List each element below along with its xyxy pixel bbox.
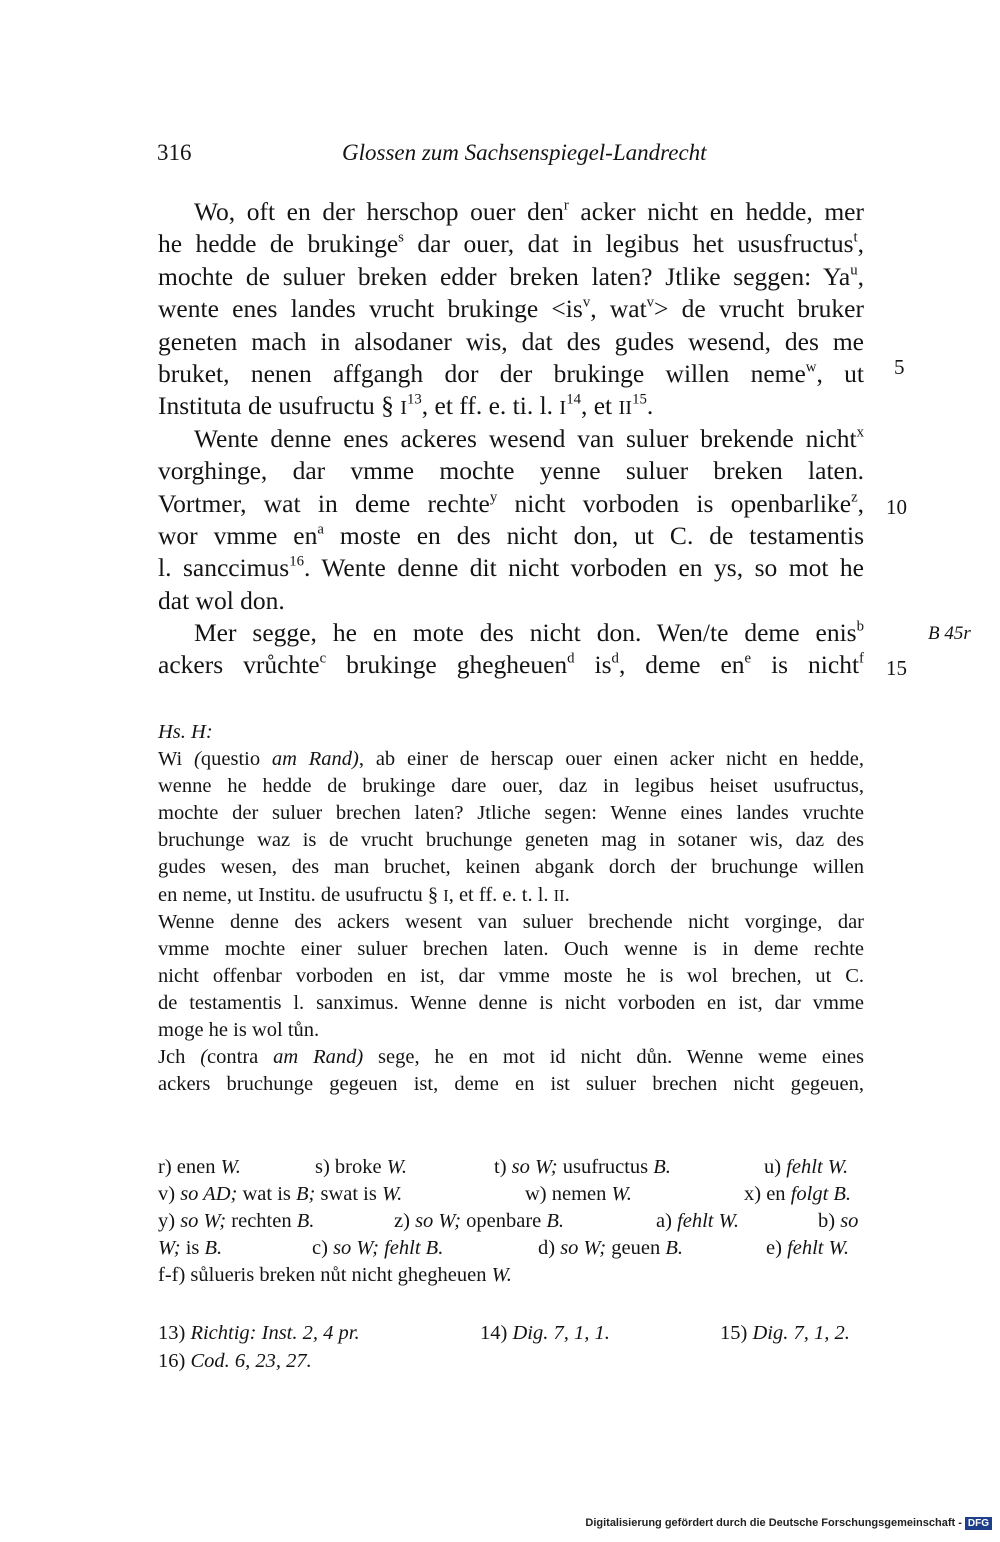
line-number: 10	[886, 495, 907, 519]
apparatus-note: c) so W; fehlt B.	[312, 1237, 444, 1259]
apparatus-note: w) nemen W.	[525, 1183, 632, 1205]
source-note: 15) Dig. 7, 1, 2.	[720, 1322, 850, 1344]
apparatus-note: z) so W; openbare B.	[394, 1210, 565, 1232]
apparatus-note: r) enen W.	[158, 1156, 241, 1178]
line-number: 5	[894, 355, 905, 379]
text-line: mochte der suluer brechen laten? Jtliche segen: Wenne eines landes vruchte	[158, 802, 864, 825]
manuscript-heading: Hs. H:	[158, 721, 213, 743]
text-line: mochte de suluer breken edder breken laten? Jtlike seggen: Ya$^u$,	[158, 261, 864, 291]
text-line: Wo, oft en der herschop ouer den$^r$ acker nicht en hedde, mer	[194, 197, 864, 226]
margin-note: B 45r	[928, 623, 971, 644]
text-line: de testamentis l. sanximus. Wenne denne is nicht vorboden en ist, dar vmme	[158, 991, 864, 1014]
digitization-credit: Digitalisierung gefördert durch die Deutsche Forschungsgemeinschaft - DFG	[585, 1517, 992, 1530]
text-line: Wente denne enes ackeres wesend van suluer brekende nicht$^x$	[194, 423, 864, 453]
apparatus-note: u) fehlt W.	[764, 1156, 849, 1178]
main-text	[158, 196, 864, 682]
text-line: Jch (contra am Rand) sege, he en mot id nicht důn. Wenne weme eines	[158, 1046, 864, 1069]
text-line: ackers bruchunge gegeuen ist, deme en ist suluer brechen nicht gegeuen,	[158, 1073, 864, 1096]
text-line: geneten mach in alsodaner wis, dat des gudes wesend, des me	[158, 326, 864, 356]
apparatus-note: t) so W; usufructus B.	[494, 1156, 671, 1178]
text-line: bruket, nenen affgangh dor der brukinge willen neme$^w$, ut	[158, 358, 864, 388]
dfg-logo: DFG	[965, 1517, 992, 1530]
text-line: Wi (questio am Rand), ab einer de herscap ouer einen acker nicht en hedde,	[158, 748, 864, 771]
apparatus-note: e) fehlt W.	[766, 1237, 849, 1259]
text-line: wor vmme $en^a$ moste en des nicht don, ut C. de testamentis	[158, 520, 864, 550]
text-line: gudes wesen, des man bruchet, keinen abgank dorch der bruchunge willen	[158, 856, 864, 879]
text-line: Instituta de usufructu § $I^{13}$, et ff. e. ti. l. $I^{14}$, et II$^{15}$.	[158, 391, 654, 421]
apparatus-note: b) so	[818, 1210, 859, 1232]
text-line: Mer segge, he en mote des nicht don. Wen/te deme enis$^b$	[194, 618, 864, 648]
text-line: Vortmer, wat in deme rechte$^y$ nicht vorboden is openbarlike$^z$,	[158, 488, 865, 518]
text-line: he hedde de brukinge$^s$ dar ouer, dat in legibus het ususfructus$^t$,	[158, 229, 864, 259]
text-line: vorghinge, dar vmme mochte yenne suluer breken laten.	[158, 456, 864, 486]
source-note: 13) Richtig: Inst. 2, 4 pr.	[158, 1322, 360, 1344]
text-line: bruchunge waz is de vrucht bruchunge geneten mag in sotaner wis, daz des	[158, 829, 864, 852]
manuscript-h-text	[158, 719, 864, 1098]
text-line: ackers vrůchte$^c$ brukinge ghegheuen$^d$ $is^d$, deme $en^e$ is nicht$^f$	[158, 650, 864, 680]
source-note: 14) Dig. 7, 1, 1.	[480, 1322, 610, 1344]
apparatus-note: y) so W; rechten B.	[158, 1210, 315, 1232]
apparatus-note: v) so AD; wat is B; swat is W.	[158, 1183, 403, 1205]
apparatus-note: s) broke W.	[315, 1156, 408, 1178]
text-line: wente enes landes vrucht brukinge $<is^v$, wat$^v$> de vrucht bruker	[158, 294, 864, 324]
text-line: vmme mochte einer suluer brechen laten. Ouch wenne is in deme rechte	[158, 937, 864, 960]
text-line: l. sanccimus$^{16}$. Wente denne dit nicht vorboden en ys, so mot he	[158, 553, 864, 583]
text-line: moge he is wol tůn.	[158, 1019, 320, 1042]
text-line: wenne he hedde de brukinge dare ouer, daz in legibus heiset usufructus,	[158, 775, 864, 798]
text-line: nicht offenbar vorboden en ist, dar vmme moste he is wol brechen, ut C.	[158, 964, 864, 987]
apparatus-note: f-f) sůlueris breken nůt nicht ghegheuen W.	[158, 1264, 512, 1286]
apparatus-note: a) fehlt W.	[656, 1210, 739, 1232]
text-line: dat wol don.	[158, 585, 285, 615]
apparatus-note: W; is B.	[158, 1237, 223, 1259]
running-title: Glossen zum Sachsenspiegel-Landrecht	[342, 140, 707, 165]
apparatus-note: x) en folgt B.	[744, 1183, 852, 1205]
apparatus-note: d) so W; geuen B.	[538, 1237, 683, 1259]
source-note: 16) Cod. 6, 23, 27.	[158, 1350, 312, 1372]
line-number: 15	[886, 656, 907, 680]
text-line: en neme, ut Institu. de usufructu § I, et ff. e. t. l. II.	[158, 883, 570, 906]
text-line: Wenne denne des ackers wesent van suluer brechende nicht vorginge, dar	[158, 910, 864, 933]
page-number: 316	[157, 140, 192, 165]
